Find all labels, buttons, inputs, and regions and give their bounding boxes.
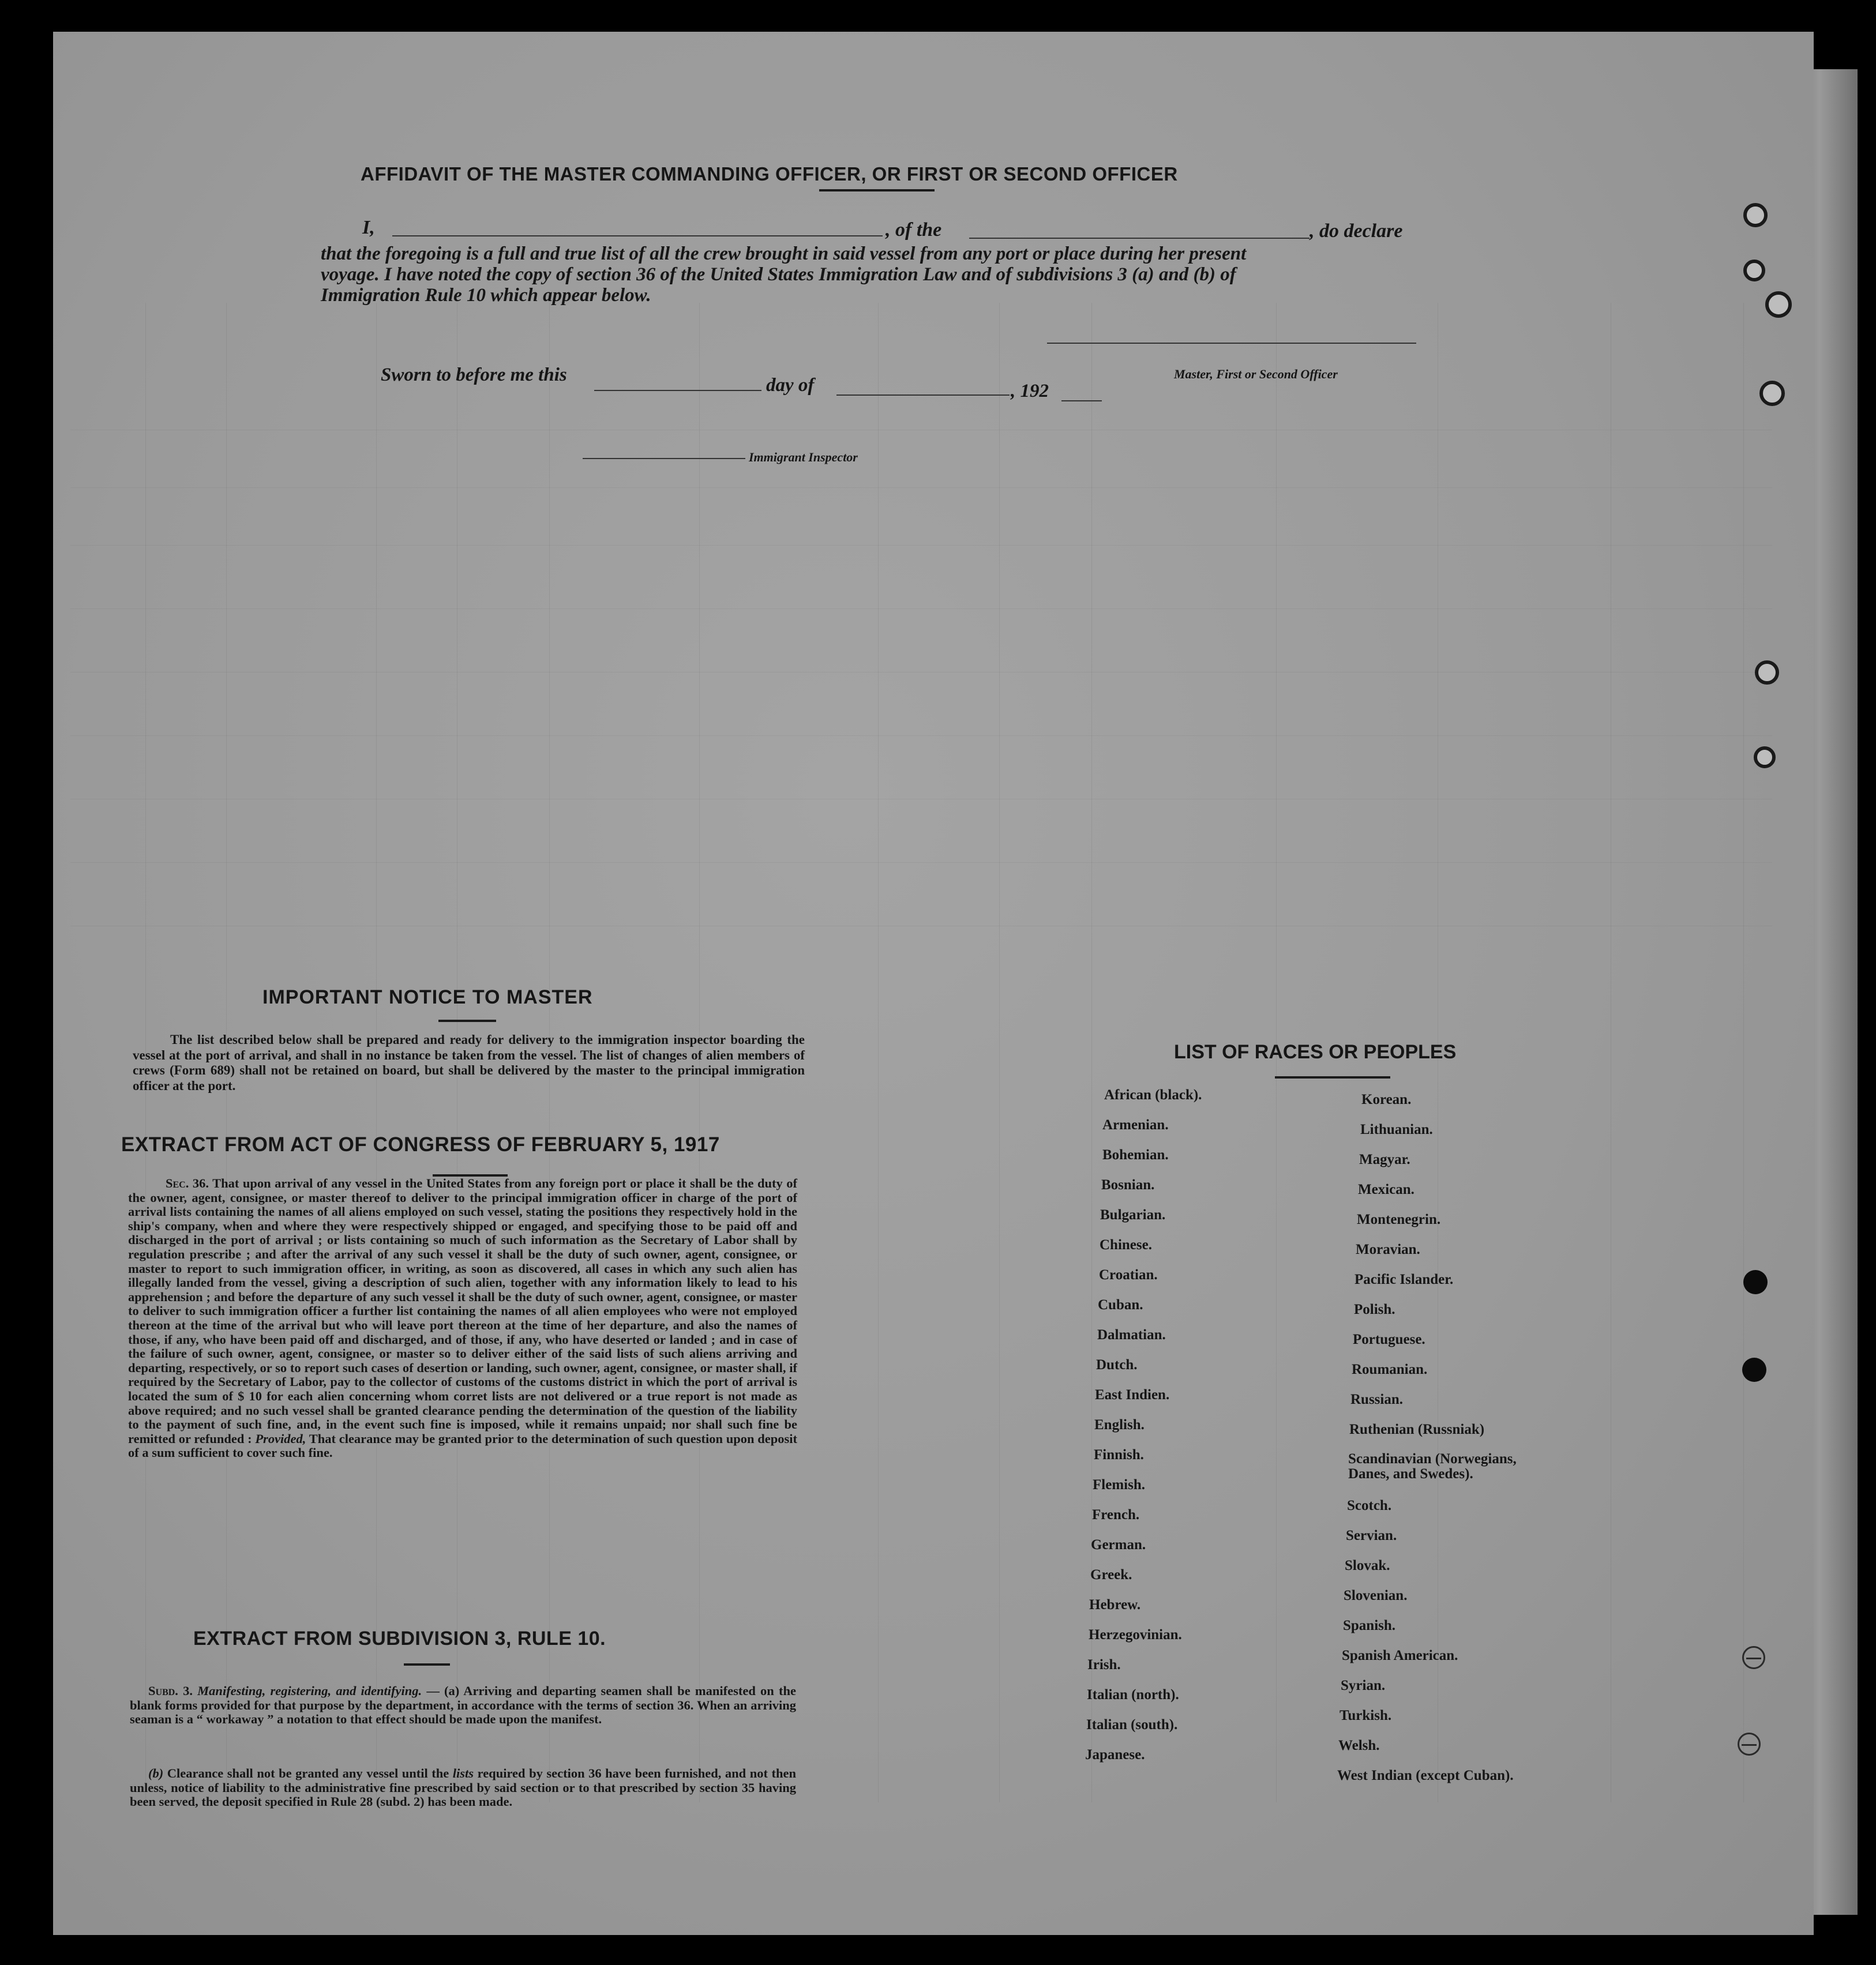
race-item: Slovenian. bbox=[1344, 1588, 1408, 1603]
race-item: Russian. bbox=[1350, 1392, 1404, 1407]
subd-b-body-1: Clearance shall not be granted any vessel until the bbox=[167, 1766, 449, 1780]
year-blank[interactable] bbox=[1061, 400, 1102, 401]
race-item: Herzegovinian. bbox=[1089, 1627, 1182, 1643]
race-item: Montenegrin. bbox=[1357, 1212, 1441, 1227]
affidavit-i: I, bbox=[362, 217, 375, 238]
grid-line bbox=[1743, 303, 1744, 1802]
sworn-day-blank[interactable] bbox=[594, 390, 761, 391]
race-item: Bulgarian. bbox=[1100, 1207, 1166, 1223]
provided-word: Provided, bbox=[255, 1431, 306, 1446]
affidavit-of-the: , of the bbox=[886, 219, 942, 241]
act-text-end: That clearance may be granted prior to the determination of such question upon deposit of a sum sufficient to cover such fine. bbox=[128, 1431, 798, 1460]
race-item: Chinese. bbox=[1100, 1237, 1152, 1253]
binder-hole bbox=[1759, 381, 1785, 406]
race-item: Greek. bbox=[1090, 1567, 1132, 1583]
subd-label: Subd. 3. bbox=[148, 1684, 193, 1698]
race-item: Dalmatian. bbox=[1097, 1327, 1166, 1343]
master-label: Master, First or Second Officer bbox=[1174, 367, 1338, 381]
day-of-text: day of bbox=[766, 375, 815, 396]
master-signature-blank[interactable] bbox=[1047, 343, 1416, 344]
race-item: Mexican. bbox=[1358, 1182, 1414, 1197]
subd-b-body-2: required by section 36 have been furnished, and not then unless, notice of liability to the administrative fine prescribed by said section or to that prescribed by section 35 having been served, the deposit specified in Rule 28 (subd. 2) has been made. bbox=[130, 1766, 796, 1809]
subd-heading: Manifesting, registering, and identifying. bbox=[197, 1684, 422, 1698]
grid-line bbox=[70, 862, 1772, 863]
race-item: Irish. bbox=[1087, 1657, 1121, 1673]
race-item: Italian (north). bbox=[1087, 1687, 1179, 1703]
binder-hole bbox=[1743, 1270, 1768, 1294]
title-underline bbox=[819, 189, 935, 191]
affidavit-line-3: voyage. I have noted the copy of section 36 of the United States Immigration Law and of subdivisions 3 (a) and (b) of bbox=[321, 264, 1236, 285]
race-item: Portuguese. bbox=[1353, 1332, 1425, 1347]
race-item: Magyar. bbox=[1359, 1152, 1410, 1167]
grid-line bbox=[70, 545, 1772, 546]
sworn-text: Sworn to before me this bbox=[381, 365, 567, 385]
sworn-month-blank[interactable] bbox=[836, 394, 1010, 396]
races-underline bbox=[1275, 1076, 1390, 1079]
race-item: Bohemian. bbox=[1102, 1147, 1169, 1163]
grid-line bbox=[70, 735, 1772, 736]
binder-hole bbox=[1742, 1358, 1766, 1382]
notice-underline bbox=[438, 1020, 496, 1022]
race-item: Syrian. bbox=[1341, 1678, 1386, 1693]
race-item: Finnish. bbox=[1094, 1447, 1144, 1463]
act-title: EXTRACT FROM ACT OF CONGRESS OF FEBRUARY 5, 1917 bbox=[121, 1133, 720, 1156]
affidavit-declare: , do declare bbox=[1310, 220, 1403, 242]
year-text: , 192 bbox=[1011, 381, 1049, 401]
grid-line bbox=[70, 608, 1772, 609]
binder-hole bbox=[1743, 260, 1765, 281]
race-item: Croatian. bbox=[1099, 1267, 1158, 1283]
binder-hole bbox=[1765, 291, 1792, 318]
race-item: Flemish. bbox=[1093, 1477, 1145, 1493]
affidavit-line-4: Immigration Rule 10 which appear below. bbox=[321, 285, 651, 306]
race-item: West Indian (except Cuban). bbox=[1337, 1768, 1514, 1783]
grid-line bbox=[70, 487, 1772, 488]
inspector-label: Immigrant Inspector bbox=[749, 450, 858, 464]
rule-subd-b bbox=[130, 1767, 796, 1809]
binder-hole bbox=[1742, 1646, 1765, 1669]
race-item: Welsh. bbox=[1338, 1738, 1380, 1753]
race-item: Japanese. bbox=[1085, 1747, 1145, 1763]
notice-title: IMPORTANT NOTICE TO MASTER bbox=[262, 986, 593, 1008]
race-item: Bosnian. bbox=[1101, 1177, 1155, 1193]
rule-underline bbox=[404, 1663, 450, 1666]
race-item: Scotch. bbox=[1347, 1498, 1392, 1513]
rule-subd-a bbox=[130, 1684, 796, 1727]
race-item: Italian (south). bbox=[1086, 1717, 1178, 1733]
race-item: Lithuanian. bbox=[1360, 1122, 1433, 1137]
race-item: English. bbox=[1094, 1417, 1145, 1433]
race-item: Scandinavian (Norwegians, Danes, and Swedes). bbox=[1348, 1451, 1517, 1482]
grid-line bbox=[878, 303, 879, 1802]
race-item: Pacific Islander. bbox=[1355, 1272, 1454, 1287]
race-item: Ruthenian (Russniak) bbox=[1349, 1422, 1485, 1437]
race-item: Roumanian. bbox=[1352, 1362, 1428, 1377]
race-item: French. bbox=[1092, 1507, 1140, 1523]
race-item: East Indien. bbox=[1095, 1387, 1170, 1403]
race-item: Polish. bbox=[1354, 1302, 1395, 1317]
race-item: African (black). bbox=[1104, 1087, 1202, 1103]
grid-line bbox=[999, 303, 1000, 1802]
act-body bbox=[128, 1177, 797, 1460]
sec-label: Sec. 36. bbox=[166, 1176, 209, 1190]
binder-hole bbox=[1755, 660, 1779, 685]
race-item: Armenian. bbox=[1102, 1117, 1169, 1133]
binder-hole bbox=[1754, 746, 1776, 768]
subd-a-label: — (a) bbox=[426, 1684, 460, 1698]
race-item: Spanish American. bbox=[1342, 1648, 1458, 1663]
race-item: German. bbox=[1091, 1537, 1146, 1553]
vessel-blank[interactable] bbox=[969, 238, 1310, 239]
notice-body: The list described below shall be prepared and ready for delivery to the immigration inspector boarding the vessel at the port of arrival, and shall in no instance be taken from the vessel. The list of changes of alien members of crews (Form 689) shall not be retained on board, but shall be delivered by the master to the principal immigration officer at the port. bbox=[133, 1032, 805, 1093]
subd-a-body: Arriving and departing seamen shall be manifested on the blank forms provided for that purpose by the department, in accordance with the terms of section 36. When an arriving seaman is a “ workaway ” a notation to that effect should be made upon the manifest. bbox=[130, 1684, 796, 1727]
races-title: LIST OF RACES OR PEOPLES bbox=[1174, 1041, 1457, 1063]
affidavit-line-2: that the foregoing is a full and true list of all the crew brought in said vessel from any port or place during her present bbox=[321, 243, 1247, 264]
race-item: Hebrew. bbox=[1089, 1597, 1141, 1613]
inspector-signature-blank[interactable] bbox=[583, 458, 745, 459]
act-text: That upon arrival of any vessel in the United States from any foreign port or place it shall be the duty of the owner, agent, consignee, or master thereof to deliver to the principal immigration officer in charge of the port of arrival lists containing the names of all aliens employed on such vessel, stating the positions they respectively hold in the ship's company, when and where they were respectively shipped or engaged, and specifying those to be paid off and discharged in the port of arrival ; or lists containing so much of such information as the Secretary of Labor shall by regulation prescribe ; and after the arrival of any such vessel it shall be the duty of such owner, agent, consignee, or master to report to such immigration officer, in writing, as soon as discovered, all cases in which any such alien has illegally landed from the vessel, giving a description of such alien, together with any information likely to lead to his apprehension ; and before the departure of any such vessel it shall be the duty of such owner, agent, consignee, or master to deliver to such immigration officer a further list containing the names of all alien employees who were not employed thereon at the time of the arrival but who will leave port thereon at the time of her departure, and also the names of those, if any, who have been paid off and discharged, and of those, if any, who have deserted or landed ; and in case of the failure of such owner, agent, consignee, or master so to deliver either of the said lists of such aliens arriving and departing, respectively, or so to report such cases of desertion or landing, such owner, agent, consignee, or master shall, if required by the Secretary of Labor, pay to the collector of customs of the customs district in which the port of arrival is located the sum of $ 10 for each alien concerning whom corret lists are not delivered or a true report is not made as above required; and no such vessel shall be granted clearance pending the determination of the question of the liability to the payment of such fine, and, in the event such fine is imposed, while it remains unpaid; nor shall such fine be remitted or refunded : bbox=[128, 1176, 798, 1446]
binder-hole bbox=[1743, 203, 1768, 227]
race-item: Turkish. bbox=[1340, 1708, 1392, 1723]
race-item: Spanish. bbox=[1343, 1618, 1396, 1633]
name-blank[interactable] bbox=[392, 235, 883, 236]
race-item: Korean. bbox=[1361, 1092, 1412, 1107]
race-item: Servian. bbox=[1346, 1528, 1397, 1543]
subd-b-lists: lists bbox=[452, 1766, 474, 1780]
rule-title: EXTRACT FROM SUBDIVISION 3, RULE 10. bbox=[193, 1628, 606, 1650]
subd-b-label: (b) bbox=[148, 1766, 164, 1780]
race-item: Dutch. bbox=[1096, 1357, 1138, 1373]
affidavit-title: AFFIDAVIT OF THE MASTER COMMANDING OFFICER, OR FIRST OR SECOND OFFICER bbox=[361, 163, 1178, 185]
race-item: Cuban. bbox=[1098, 1297, 1143, 1313]
race-item: Moravian. bbox=[1356, 1242, 1420, 1257]
race-item: Slovak. bbox=[1345, 1558, 1390, 1573]
binder-hole bbox=[1738, 1733, 1761, 1756]
